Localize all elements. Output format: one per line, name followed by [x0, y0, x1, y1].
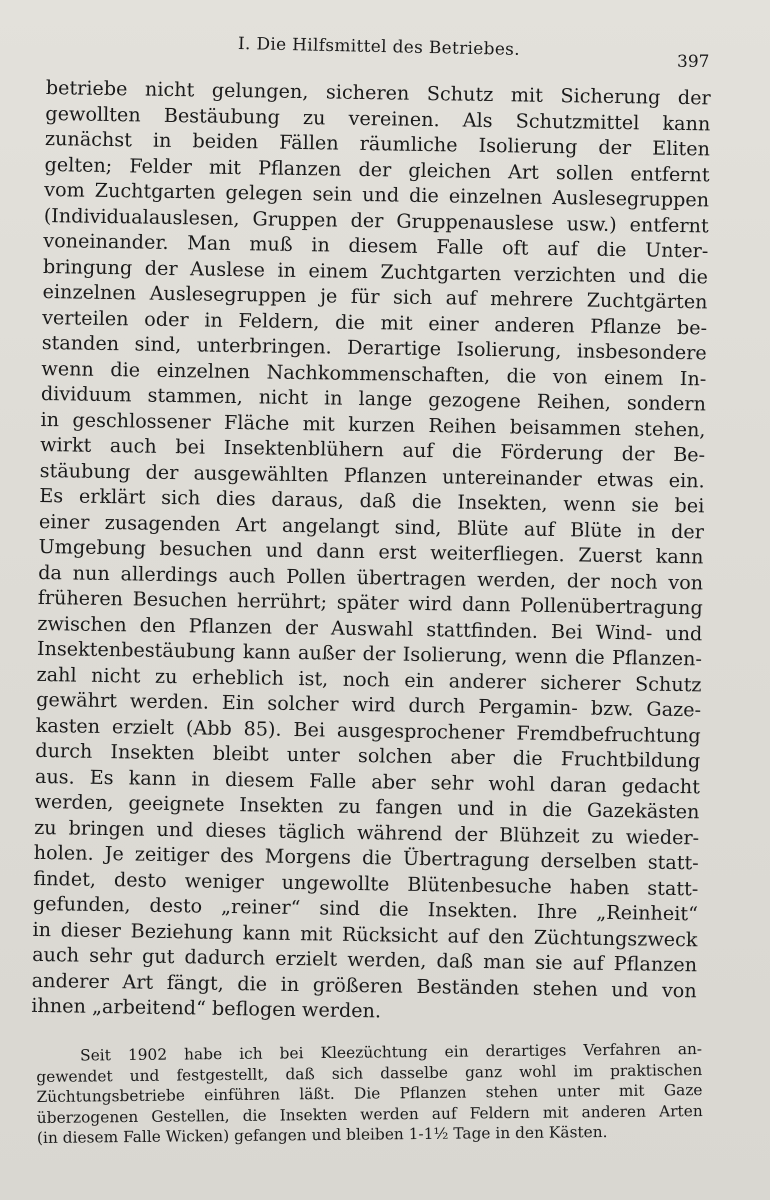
text-line: da nun allerdings auch Pollen übertragen werden, der noch von — [38, 560, 704, 594]
text-line: gelten; Felder mit Pflanzen der gleichen Art sollen entfernt — [44, 152, 710, 186]
text-line: zunächst in beiden Fällen räumliche Isolierung der Eliten — [44, 126, 711, 161]
text-line: werden, geeignete Insekten zu fangen und in die Gazekästen — [34, 789, 700, 824]
text-line: voneinander. Man muß in diesem Falle oft auf die Unter- — [43, 228, 709, 263]
text-line: Es erklärt sich dies daraus, daß die Insekten, wenn sie bei — [39, 483, 705, 518]
text-line: zahl nicht zu erheblich ist, noch ein anderer sicherer Schutz — [36, 662, 702, 696]
text-line: zwischen den Pflanzen der Auswahl stattfinden. Bei Wind- und — [37, 611, 703, 645]
footnote-line: gewendet und festgestellt, daß sich dasselbe ganz wohl im praktischen — [36, 1060, 703, 1086]
text-line: gefunden, desto „reiner“ sind die Insekten. Ihre „Reinheit“ — [32, 891, 699, 926]
text-line: kasten erzielt (Abb 85). Bei ausgesprochener Fremdbefruchtung — [35, 713, 701, 747]
text-line: einzelnen Auslesegruppen je für sich auf mehrere Zuchtgärten — [42, 279, 708, 314]
text-line: zu bringen und dieses täglich während der Blühzeit zu wieder- — [34, 815, 700, 849]
text-line: anderer Art fängt, die in größeren Beständen stehen und von — [31, 968, 697, 1002]
text-line: früheren Besuchen herrührt; später wird dann Pollenübertragung — [37, 585, 703, 620]
page-header — [0, 32, 770, 72]
text-line: stäubung der ausgewählten Pflanzen untereinander etwas ein. — [39, 458, 705, 492]
text-line: gewollten Bestäubung zu vereinen. Als Schutzmittel kann — [45, 101, 711, 135]
main-text — [31, 75, 711, 1029]
text-line: in dieser Beziehung kann mit Rücksicht auf den Züchtungszweck — [32, 917, 698, 951]
footnote — [36, 1039, 703, 1148]
text-line: betriebe nicht gelungen, sicheren Schutz mit Sicherung der — [45, 75, 711, 110]
footnote-line: überzogenen Gestellen, die Insekten werden auf Feldern mit anderen Arten — [36, 1101, 703, 1127]
text-line: aus. Es kann in diesem Falle aber sehr wohl daran gedacht — [34, 764, 701, 798]
text-line: standen sind, unterbringen. Derartige Isolierung, insbesondere — [41, 330, 707, 365]
text-line: auch sehr gut dadurch erzielt werden, daß man sie auf Pflanzen — [32, 942, 698, 977]
text-line: dividuum stammen, nicht in lange gezogene Reihen, sondern — [40, 381, 707, 416]
text-line: in geschlossener Fläche mit kurzen Reihen beisammen stehen, — [40, 407, 706, 441]
text-line: (Individualauslesen, Gruppen der Gruppenauslese usw.) entfernt — [43, 203, 709, 237]
text-line: holen. Je zeitiger des Morgens die Übertragung derselben statt- — [33, 840, 699, 875]
text-line: Insektenbestäubung kann außer der Isolierung, wenn die Pflanzen- — [36, 636, 703, 671]
running-head: I. Die Hilfsmittel des Betriebes. — [237, 34, 521, 60]
footnote-line: Züchtungsbetriebe einführen läßt. Die Pflanzen stehen unter mit Gaze — [36, 1081, 703, 1106]
text-line: findet, desto weniger ungewollte Blütenbesuche haben statt- — [33, 866, 699, 900]
text-line: einer zusagenden Art angelangt sind, Blüte auf Blüte in der — [38, 509, 705, 543]
text-line: verteilen oder in Feldern, die mit einer anderen Pflanze be- — [42, 305, 708, 339]
text-line: wirkt auch bei Insektenblühern auf die Förderung der Be- — [40, 432, 706, 467]
text-line: wenn die einzelnen Nachkommenschaften, die von einem In- — [41, 356, 707, 390]
text-line: ihnen „arbeitend“ beflogen werden. — [31, 993, 382, 1023]
text-line: vom Zuchtgarten gelegen sein und die einzelnen Auslesegruppen — [44, 177, 710, 212]
text-line: bringung der Auslese in einem Zuchtgarten verzichten und die — [42, 254, 709, 288]
text-line: durch Insekten bleibt unter solchen aber die Fruchtbildung — [35, 738, 701, 773]
footnote-line: Seit 1902 habe ich bei Kleezüchtung ein derartiges Verfahren an- — [80, 1040, 703, 1065]
text-line: Umgebung besuchen und dann erst weiterfliegen. Zuerst kann — [38, 534, 704, 569]
footnote-line: (in diesem Falle Wicken) gefangen und bleiben 1-1½ Tage in den Kästen. — [36, 1123, 608, 1147]
page-number: 397 — [677, 52, 710, 72]
text-line: gewährt werden. Ein solcher wird durch Pergamin- bzw. Gaze- — [36, 687, 702, 722]
